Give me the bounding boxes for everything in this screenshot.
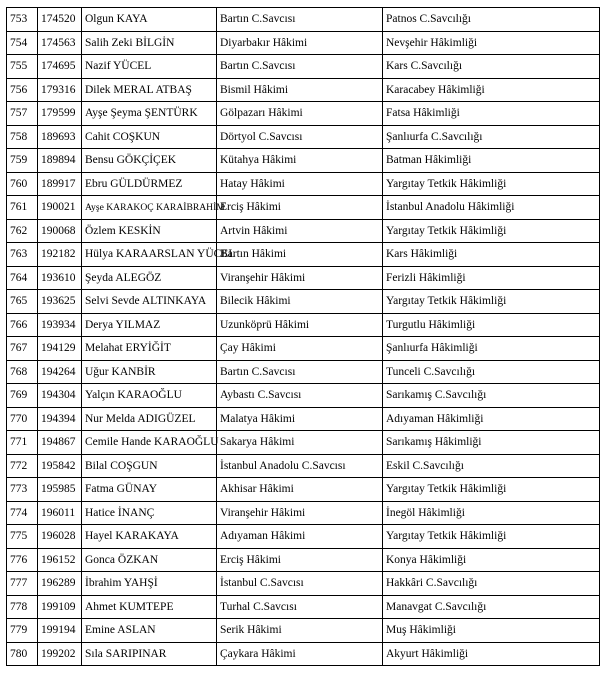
person-name-cell: Ayşe KARAKOÇ KARAİBRAHİM — [82, 196, 217, 220]
current-post-cell: Bilecik Hâkimi — [217, 290, 383, 314]
person-name-cell: Emine ASLAN — [82, 619, 217, 643]
row-number-cell: 762 — [7, 219, 38, 243]
current-post-cell: Erciş Hâkimi — [217, 196, 383, 220]
row-number-cell: 758 — [7, 125, 38, 149]
current-post-cell: Erciş Hâkimi — [217, 548, 383, 572]
registry-number-cell: 196152 — [38, 548, 82, 572]
current-post-cell: İstanbul C.Savcısı — [217, 572, 383, 596]
table-row — [7, 196, 600, 220]
table-row — [7, 642, 600, 666]
row-number-cell: 757 — [7, 102, 38, 126]
registry-number-cell: 189693 — [38, 125, 82, 149]
registry-number-cell: 174520 — [38, 8, 82, 32]
table-row — [7, 478, 600, 502]
person-name-cell: Olgun KAYA — [82, 8, 217, 32]
current-post-cell: Diyarbakır Hâkimi — [217, 31, 383, 55]
new-post-cell: Akyurt Hâkimliği — [383, 642, 600, 666]
table-row — [7, 384, 600, 408]
person-name-cell: Nazif YÜCEL — [82, 55, 217, 79]
new-post-cell: Fatsa Hâkimliği — [383, 102, 600, 126]
current-post-cell: Hatay Hâkimi — [217, 172, 383, 196]
row-number-cell: 772 — [7, 454, 38, 478]
new-post-cell: Yargıtay Tetkik Hâkimliği — [383, 478, 600, 502]
person-name-cell: Bilal COŞGUN — [82, 454, 217, 478]
new-post-cell: Patnos C.Savcılığı — [383, 8, 600, 32]
registry-number-cell: 195985 — [38, 478, 82, 502]
new-post-cell: Adıyaman Hâkimliği — [383, 407, 600, 431]
registry-number-cell: 196028 — [38, 525, 82, 549]
table-row — [7, 102, 600, 126]
registry-number-cell: 195842 — [38, 454, 82, 478]
current-post-cell: Bartın C.Savcısı — [217, 55, 383, 79]
table-row — [7, 572, 600, 596]
current-post-cell: Malatya Hâkimi — [217, 407, 383, 431]
registry-number-cell: 196289 — [38, 572, 82, 596]
person-name-cell: Hülya KARAARSLAN YÜCEL — [82, 243, 217, 267]
registry-number-cell: 196011 — [38, 501, 82, 525]
registry-number-cell: 194867 — [38, 431, 82, 455]
new-post-cell: Karacabey Hâkimliği — [383, 78, 600, 102]
person-name-cell: Melahat ERYİĞİT — [82, 337, 217, 361]
current-post-cell: Artvin Hâkimi — [217, 219, 383, 243]
person-name-cell: Derya YILMAZ — [82, 313, 217, 337]
current-post-cell: Bismil Hâkimi — [217, 78, 383, 102]
new-post-cell: Yargıtay Tetkik Hâkimliği — [383, 172, 600, 196]
person-name-cell: Ebru GÜLDÜRMEZ — [82, 172, 217, 196]
new-post-cell: Şanlıurfa Hâkimliği — [383, 337, 600, 361]
new-post-cell: Sarıkamış Hâkimliği — [383, 431, 600, 455]
registry-number-cell: 193610 — [38, 266, 82, 290]
current-post-cell: Dörtyol C.Savcısı — [217, 125, 383, 149]
current-post-cell: Sakarya Hâkimi — [217, 431, 383, 455]
table-row — [7, 595, 600, 619]
person-name-cell: Fatma GÜNAY — [82, 478, 217, 502]
table-row — [7, 172, 600, 196]
row-number-cell: 764 — [7, 266, 38, 290]
registry-number-cell: 190021 — [38, 196, 82, 220]
person-name-cell: Yalçın KARAOĞLU — [82, 384, 217, 408]
current-post-cell: Gölpazarı Hâkimi — [217, 102, 383, 126]
table-row — [7, 219, 600, 243]
current-post-cell: Bartın Hâkimi — [217, 243, 383, 267]
registry-number-cell: 194304 — [38, 384, 82, 408]
row-number-cell: 761 — [7, 196, 38, 220]
person-name-cell: Bensu GÖKÇİÇEK — [82, 149, 217, 173]
person-name-cell: Hatice İNANÇ — [82, 501, 217, 525]
person-name-cell: Nur Melda ADIGÜZEL — [82, 407, 217, 431]
new-post-cell: Yargıtay Tetkik Hâkimliği — [383, 219, 600, 243]
row-number-cell: 780 — [7, 642, 38, 666]
person-name-cell: Uğur KANBİR — [82, 360, 217, 384]
registry-number-cell: 194264 — [38, 360, 82, 384]
row-number-cell: 765 — [7, 290, 38, 314]
registry-number-cell: 193934 — [38, 313, 82, 337]
current-post-cell: Serik Hâkimi — [217, 619, 383, 643]
table-row — [7, 501, 600, 525]
row-number-cell: 779 — [7, 619, 38, 643]
table-row — [7, 125, 600, 149]
current-post-cell: İstanbul Anadolu C.Savcısı — [217, 454, 383, 478]
row-number-cell: 769 — [7, 384, 38, 408]
table-row — [7, 78, 600, 102]
table-row — [7, 55, 600, 79]
new-post-cell: Kars Hâkimliği — [383, 243, 600, 267]
person-name-cell: İbrahim YAHŞİ — [82, 572, 217, 596]
new-post-cell: Tunceli C.Savcılığı — [383, 360, 600, 384]
new-post-cell: Ferizli Hâkimliği — [383, 266, 600, 290]
registry-number-cell: 174563 — [38, 31, 82, 55]
row-number-cell: 774 — [7, 501, 38, 525]
new-post-cell: Kars C.Savcılığı — [383, 55, 600, 79]
row-number-cell: 775 — [7, 525, 38, 549]
current-post-cell: Uzunköprü Hâkimi — [217, 313, 383, 337]
registry-number-cell: 189917 — [38, 172, 82, 196]
appointment-table — [6, 7, 600, 666]
person-name-cell: Cahit COŞKUN — [82, 125, 217, 149]
new-post-cell: Manavgat C.Savcılığı — [383, 595, 600, 619]
registry-number-cell: 189894 — [38, 149, 82, 173]
current-post-cell: Kütahya Hâkimi — [217, 149, 383, 173]
current-post-cell: Viranşehir Hâkimi — [217, 266, 383, 290]
new-post-cell: Sarıkamış C.Savcılığı — [383, 384, 600, 408]
registry-number-cell: 199194 — [38, 619, 82, 643]
registry-number-cell: 190068 — [38, 219, 82, 243]
table-row — [7, 431, 600, 455]
current-post-cell: Aybastı C.Savcısı — [217, 384, 383, 408]
row-number-cell: 777 — [7, 572, 38, 596]
registry-number-cell: 192182 — [38, 243, 82, 267]
table-body — [7, 8, 600, 666]
new-post-cell: Nevşehir Hâkimliği — [383, 31, 600, 55]
current-post-cell: Çay Hâkimi — [217, 337, 383, 361]
current-post-cell: Çaykara Hâkimi — [217, 642, 383, 666]
person-name-cell: Sıla SARIPINAR — [82, 642, 217, 666]
person-name-cell: Şeyda ALEGÖZ — [82, 266, 217, 290]
new-post-cell: Yargıtay Tetkik Hâkimliği — [383, 525, 600, 549]
new-post-cell: İnegöl Hâkimliği — [383, 501, 600, 525]
table-row — [7, 149, 600, 173]
row-number-cell: 759 — [7, 149, 38, 173]
current-post-cell: Bartın C.Savcısı — [217, 8, 383, 32]
table-row — [7, 290, 600, 314]
row-number-cell: 766 — [7, 313, 38, 337]
person-name-cell: Gonca ÖZKAN — [82, 548, 217, 572]
new-post-cell: Eskil C.Savcılığı — [383, 454, 600, 478]
registry-number-cell: 179316 — [38, 78, 82, 102]
table-row — [7, 360, 600, 384]
row-number-cell: 776 — [7, 548, 38, 572]
new-post-cell: Batman Hâkimliği — [383, 149, 600, 173]
table-row — [7, 266, 600, 290]
current-post-cell: Adıyaman Hâkimi — [217, 525, 383, 549]
table-row — [7, 407, 600, 431]
person-name-cell: Ahmet KUMTEPE — [82, 595, 217, 619]
table-row — [7, 454, 600, 478]
table-row — [7, 243, 600, 267]
registry-number-cell: 194129 — [38, 337, 82, 361]
current-post-cell: Viranşehir Hâkimi — [217, 501, 383, 525]
row-number-cell: 763 — [7, 243, 38, 267]
row-number-cell: 756 — [7, 78, 38, 102]
row-number-cell: 754 — [7, 31, 38, 55]
new-post-cell: Şanlıurfa C.Savcılığı — [383, 125, 600, 149]
registry-number-cell: 199202 — [38, 642, 82, 666]
current-post-cell: Bartın C.Savcısı — [217, 360, 383, 384]
row-number-cell: 770 — [7, 407, 38, 431]
registry-number-cell: 199109 — [38, 595, 82, 619]
registry-number-cell: 174695 — [38, 55, 82, 79]
table-row — [7, 619, 600, 643]
row-number-cell: 773 — [7, 478, 38, 502]
person-name-cell: Özlem KESKİN — [82, 219, 217, 243]
person-name-cell: Hayel KARAKAYA — [82, 525, 217, 549]
person-name-cell: Ayşe Şeyma ŞENTÜRK — [82, 102, 217, 126]
row-number-cell: 778 — [7, 595, 38, 619]
current-post-cell: Akhisar Hâkimi — [217, 478, 383, 502]
new-post-cell: Yargıtay Tetkik Hâkimliği — [383, 290, 600, 314]
row-number-cell: 767 — [7, 337, 38, 361]
person-name-cell: Cemile Hande KARAOĞLU — [82, 431, 217, 455]
person-name-cell: Salih Zeki BİLGİN — [82, 31, 217, 55]
table-row — [7, 525, 600, 549]
person-name-cell: Selvi Sevde ALTINKAYA — [82, 290, 217, 314]
new-post-cell: Konya Hâkimliği — [383, 548, 600, 572]
registry-number-cell: 194394 — [38, 407, 82, 431]
row-number-cell: 753 — [7, 8, 38, 32]
document-page — [6, 7, 600, 666]
new-post-cell: Muş Hâkimliği — [383, 619, 600, 643]
table-row — [7, 8, 600, 32]
person-name-cell: Dilek MERAL ATBAŞ — [82, 78, 217, 102]
row-number-cell: 760 — [7, 172, 38, 196]
table-row — [7, 313, 600, 337]
row-number-cell: 755 — [7, 55, 38, 79]
row-number-cell: 768 — [7, 360, 38, 384]
registry-number-cell: 179599 — [38, 102, 82, 126]
new-post-cell: Turgutlu Hâkimliği — [383, 313, 600, 337]
row-number-cell: 771 — [7, 431, 38, 455]
new-post-cell: Hakkâri C.Savcılığı — [383, 572, 600, 596]
table-row — [7, 31, 600, 55]
registry-number-cell: 193625 — [38, 290, 82, 314]
table-row — [7, 337, 600, 361]
table-row — [7, 548, 600, 572]
current-post-cell: Turhal C.Savcısı — [217, 595, 383, 619]
new-post-cell: İstanbul Anadolu Hâkimliği — [383, 196, 600, 220]
